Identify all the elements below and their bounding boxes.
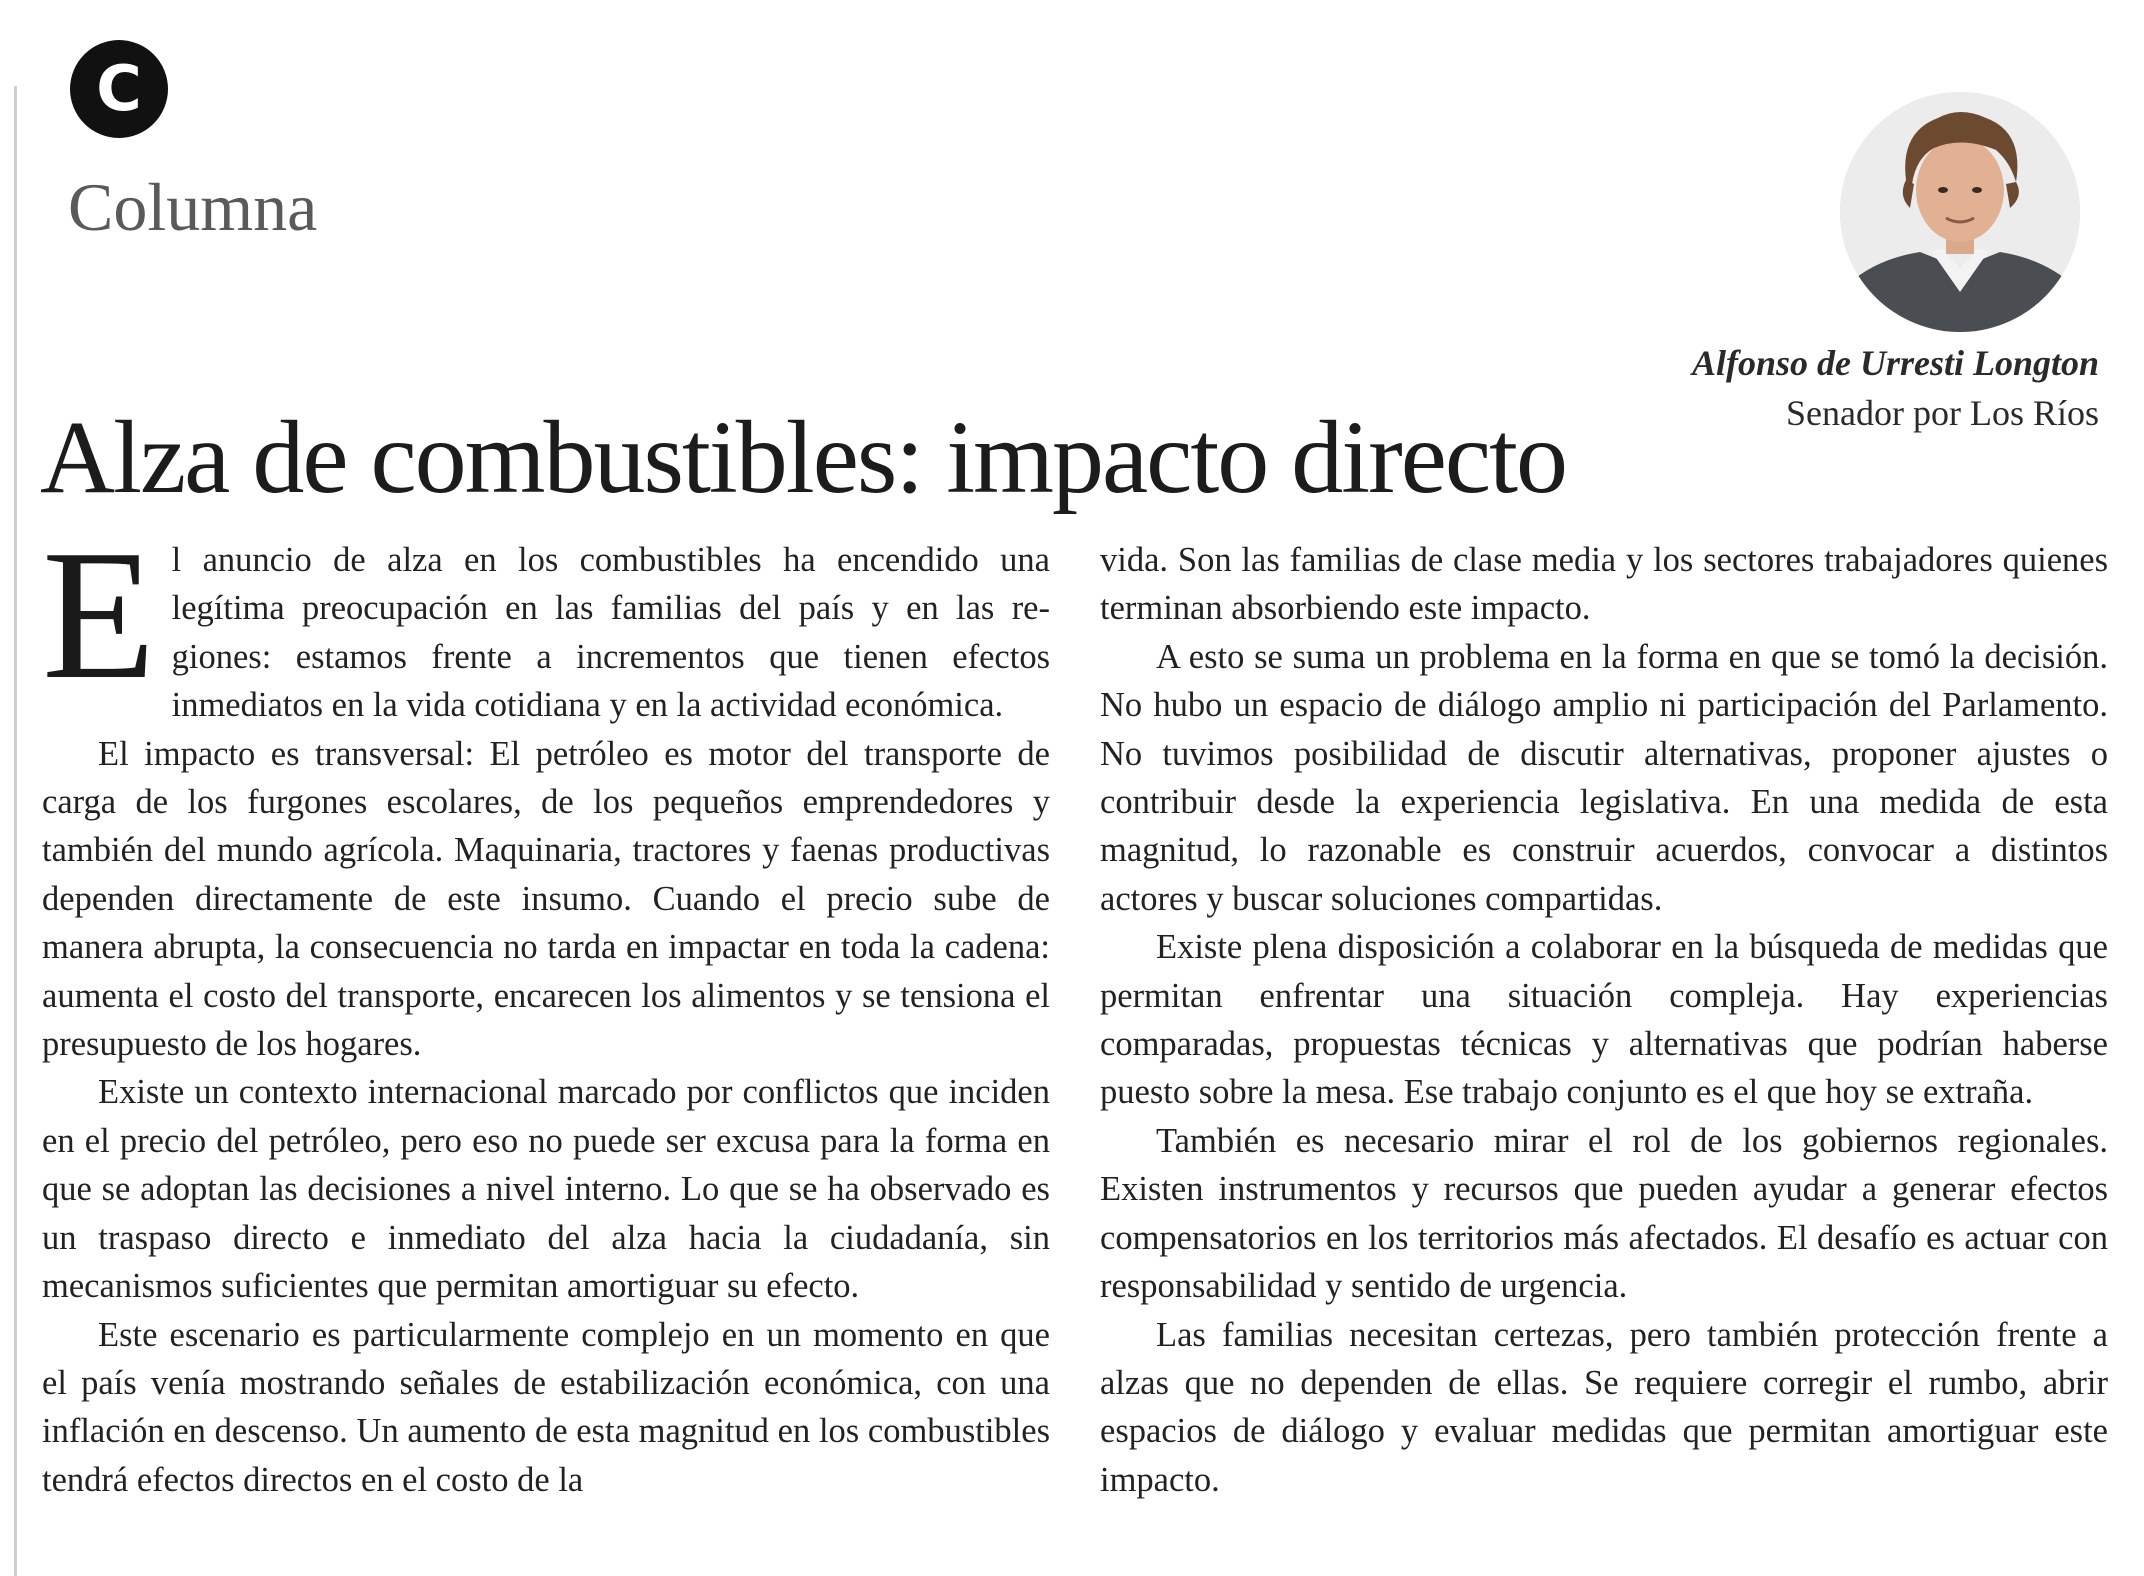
article-paragraph: Las familias necesitan certezas, pero también protección frente a alzas que no dependen de ellas. Se requiere corregir el rumbo, abrir espacios de diálogo y evaluar medidas que permitan amortiguar este impacto. — [1100, 1315, 2108, 1499]
author-role: Senador por Los Ríos — [1786, 393, 2099, 433]
article-paragraph: Este escenario es particularmente complejo en un momento en que el país venía mostrando señales de estabilización económica, con una inflación en descenso. Un aumento de esta magnitud en los combustibles tendrá efectos directos en el costo de la — [42, 1315, 1050, 1499]
article-paragraph: El impacto es transversal: El petróleo es motor del transporte de carga de los furgones escolares, de los pequeños emprendedores y también del mundo agrícola. Maquinaria, tractores y faenas productivas dependen directamente de este insumo. Cuando el precio sube de manera abrupta, la consecuencia no tarda en impactar en toda la cadena: aumenta el costo del transporte, encarecen los alimentos y se tensiona el presupuesto de los hogares. — [42, 734, 1050, 1064]
author-portrait-icon — [1840, 92, 2080, 332]
section-label: Columna — [68, 169, 318, 245]
headline: Alza de combustibles: impacto directo — [40, 400, 1566, 515]
section-badge: C — [70, 40, 168, 138]
article-paragraph — [42, 512, 1050, 730]
column-rule — [14, 86, 17, 1576]
article-paragraph: También es necesario mirar el rol de los gobiernos regionales. Existen instrumentos y recursos que pueden ayudar a generar efectos compensatorios en los territorios más afectados. El desafío es actuar con responsabilidad y sentido de urgencia. — [1100, 1121, 2108, 1306]
article-paragraph: vida. Son las familias de clase media y los sectores trabajadores quienes terminan absorbiendo este impacto. — [1100, 541, 2108, 628]
author-photo — [1840, 92, 2080, 332]
author-name: Alfonso de Urresti Longton — [1691, 343, 2099, 383]
article-column-right — [1100, 536, 2108, 1504]
article-column-left — [42, 512, 1050, 1504]
article-paragraph: Existe un contexto internacional marcado por conflictos que inciden en el precio del petróleo, pero eso no puede ser excusa para la forma en que se adoptan las decisiones a nivel interno. Lo que se ha observado es un traspaso directo e inmediato del alza hacia la ciudadanía, sin mecanismos suficientes que permitan amortiguar su efecto. — [42, 1073, 1050, 1306]
article-paragraph: Existe plena disposición a colaborar en la búsqueda de medidas que permitan enfrentar una situación compleja. Hay experiencias comparadas, propuestas técnicas y alternativas que podrían haberse puesto sobre la mesa. Ese trabajo conjunto es el que hoy se extraña. — [1100, 928, 2108, 1112]
paragraph-text: l anuncio de alza en los combustibles ha encendido una legítima preocupación en las familias del país y en las regiones: estamos frente a incrementos que tienen efectos inmediatos en la vida cotidiana y en la actividad económica. — [171, 541, 1050, 725]
article-paragraph: A esto se suma un problema en la forma en que se tomó la decisión. No hubo un espacio de diálogo amplio ni participación del Parlamento. No tuvimos posibilidad de discutir alternativas, proponer ajustes o contribuir desde la experiencia legislativa. En una medida de esta magnitud, lo razonable es construir acuerdos, convocar a distintos actores y buscar soluciones compartidas. — [1100, 637, 2108, 918]
drop-cap: E — [42, 512, 156, 718]
